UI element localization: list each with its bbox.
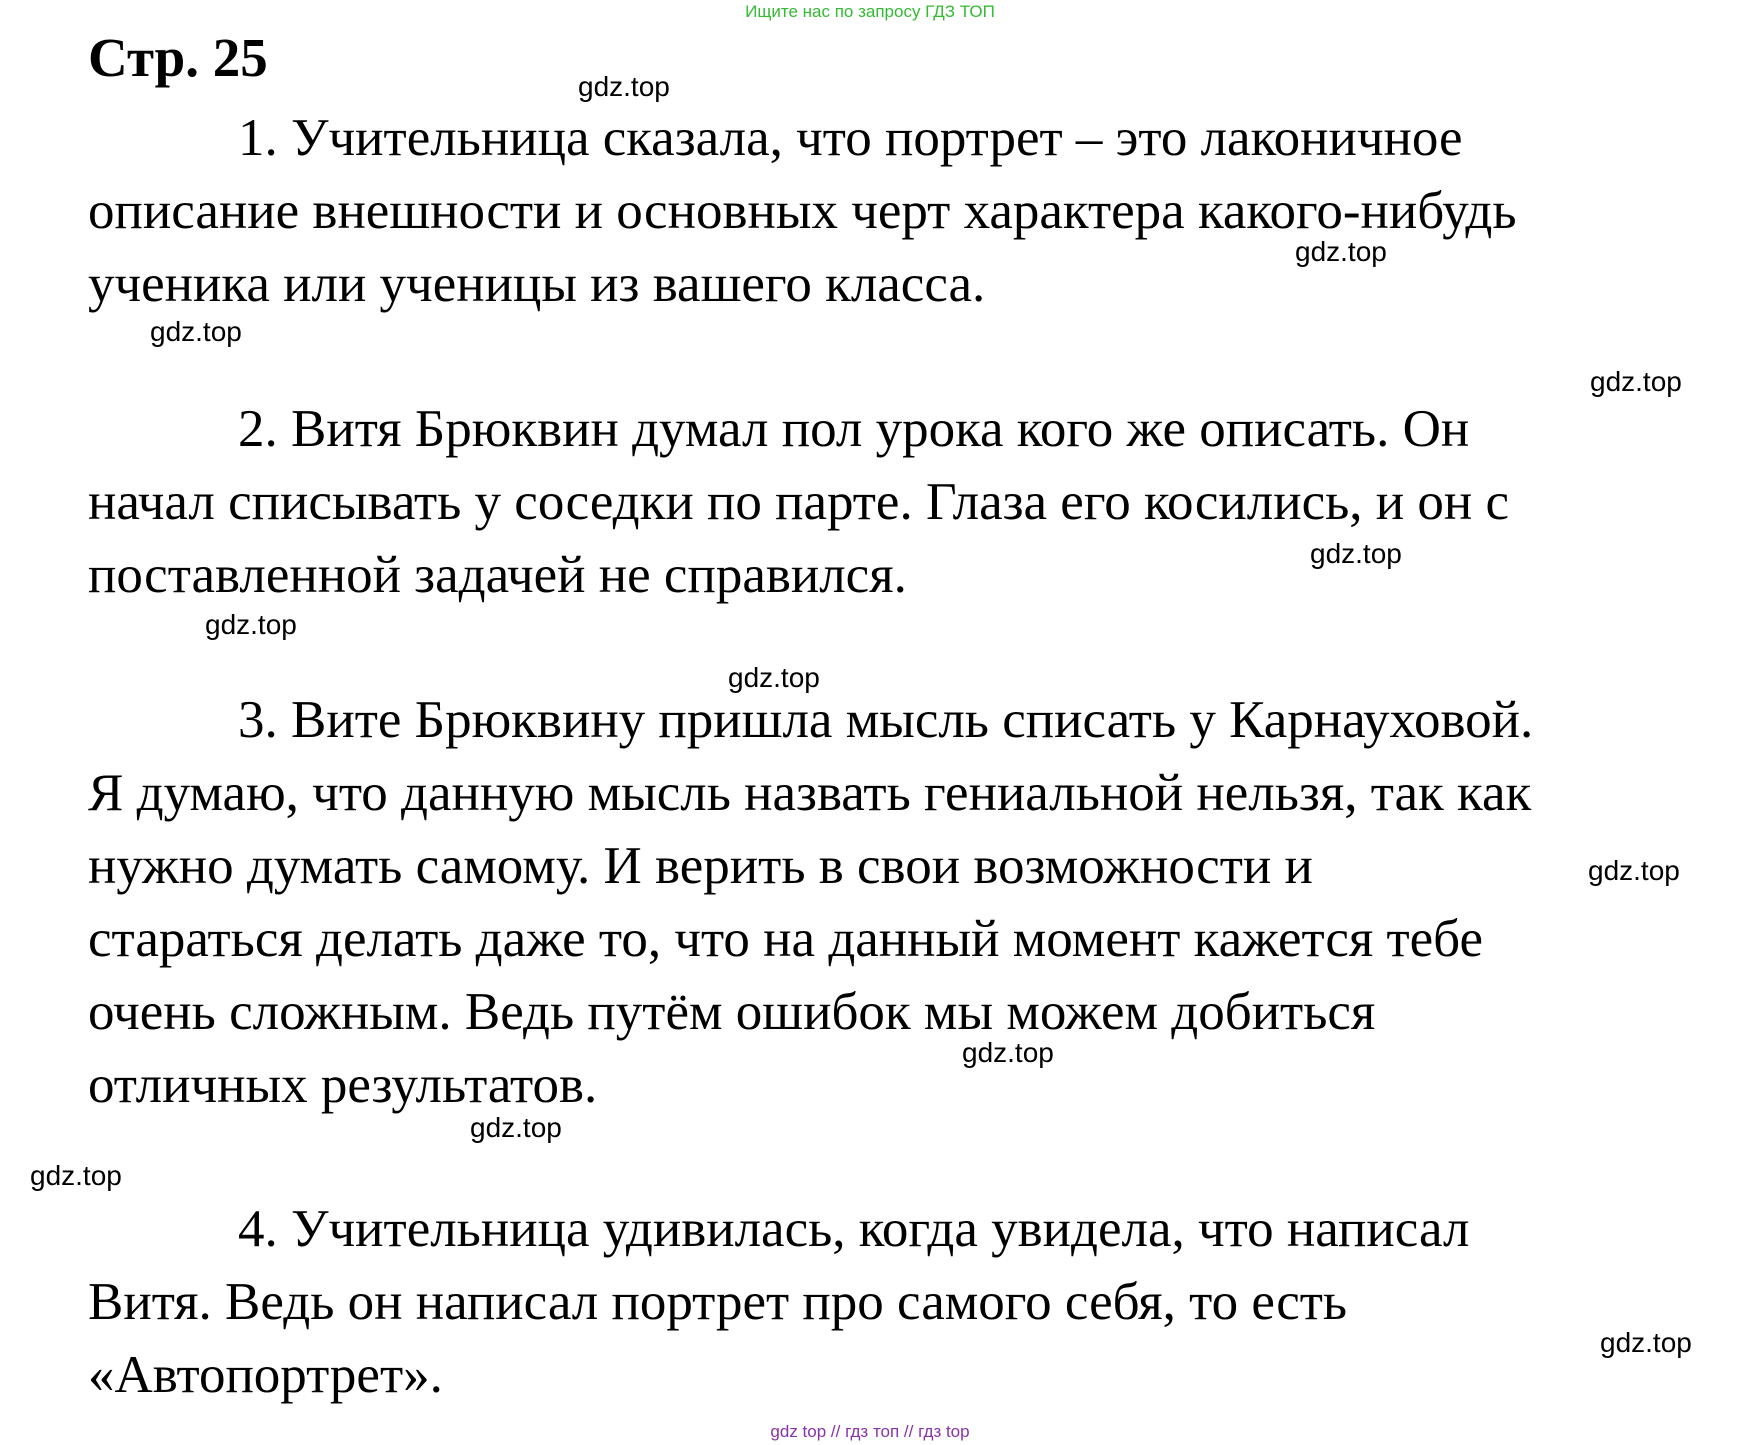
watermark: gdz.top: [728, 662, 820, 693]
watermark: gdz.top: [1600, 1327, 1692, 1358]
paragraph-line: Витя. Ведь он написал портрет про самого себя, то есть: [88, 1273, 1348, 1331]
watermark: gdz.top: [30, 1160, 122, 1191]
watermark: gdz.top: [1588, 855, 1680, 886]
paragraph-line: очень сложным. Ведь путём ошибок мы можем добиться: [88, 983, 1376, 1041]
footer-note: gdz top // гдз топ // гдз top: [770, 1422, 970, 1441]
paragraph-line: поставленной задачей не справился.: [88, 546, 907, 604]
paragraph-line: описание внешности и основных черт характера какого-нибудь: [88, 182, 1517, 240]
paragraph-3: [88, 684, 1708, 1122]
watermark: gdz.top: [578, 71, 670, 102]
watermark: gdz.top: [205, 609, 297, 640]
paragraph-line: 1. Учительница сказала, что портрет – это лаконичное: [238, 109, 1463, 167]
watermark: gdz.top: [1590, 366, 1682, 397]
header-note: Ищите нас по запросу ГДЗ ТОП: [745, 2, 995, 21]
paragraph-line: начал списывать у соседки по парте. Глаза его косились, и он с: [88, 473, 1510, 531]
watermark: gdz.top: [150, 316, 242, 347]
paragraph-line: «Автопортрет».: [88, 1346, 443, 1404]
watermark: gdz.top: [962, 1037, 1054, 1068]
watermark: gdz.top: [1295, 236, 1387, 267]
paragraph-line: 2. Витя Брюквин думал пол урока кого же описать. Он: [238, 400, 1470, 458]
watermark: gdz.top: [1310, 538, 1402, 569]
page-title: Стр. 25: [88, 27, 268, 88]
paragraph-2: [88, 393, 1708, 612]
paragraph-4: [88, 1193, 1708, 1412]
watermark: gdz.top: [470, 1112, 562, 1143]
paragraph-line: нужно думать самому. И верить в свои возможности и: [88, 837, 1313, 895]
paragraph-line: Я думаю, что данную мысль назвать гениальной нельзя, так как: [88, 764, 1532, 822]
paragraph-line: ученика или ученицы из вашего класса.: [88, 255, 986, 313]
paragraph-line: 4. Учительница удивилась, когда увидела, что написал: [238, 1200, 1470, 1258]
paragraph-1: [88, 102, 1708, 321]
paragraph-line: стараться делать даже то, что на данный момент кажется тебе: [88, 910, 1483, 968]
paragraph-line: 3. Вите Брюквину пришла мысль списать у Карнауховой.: [238, 691, 1534, 749]
paragraph-line: отличных результатов.: [88, 1056, 598, 1114]
